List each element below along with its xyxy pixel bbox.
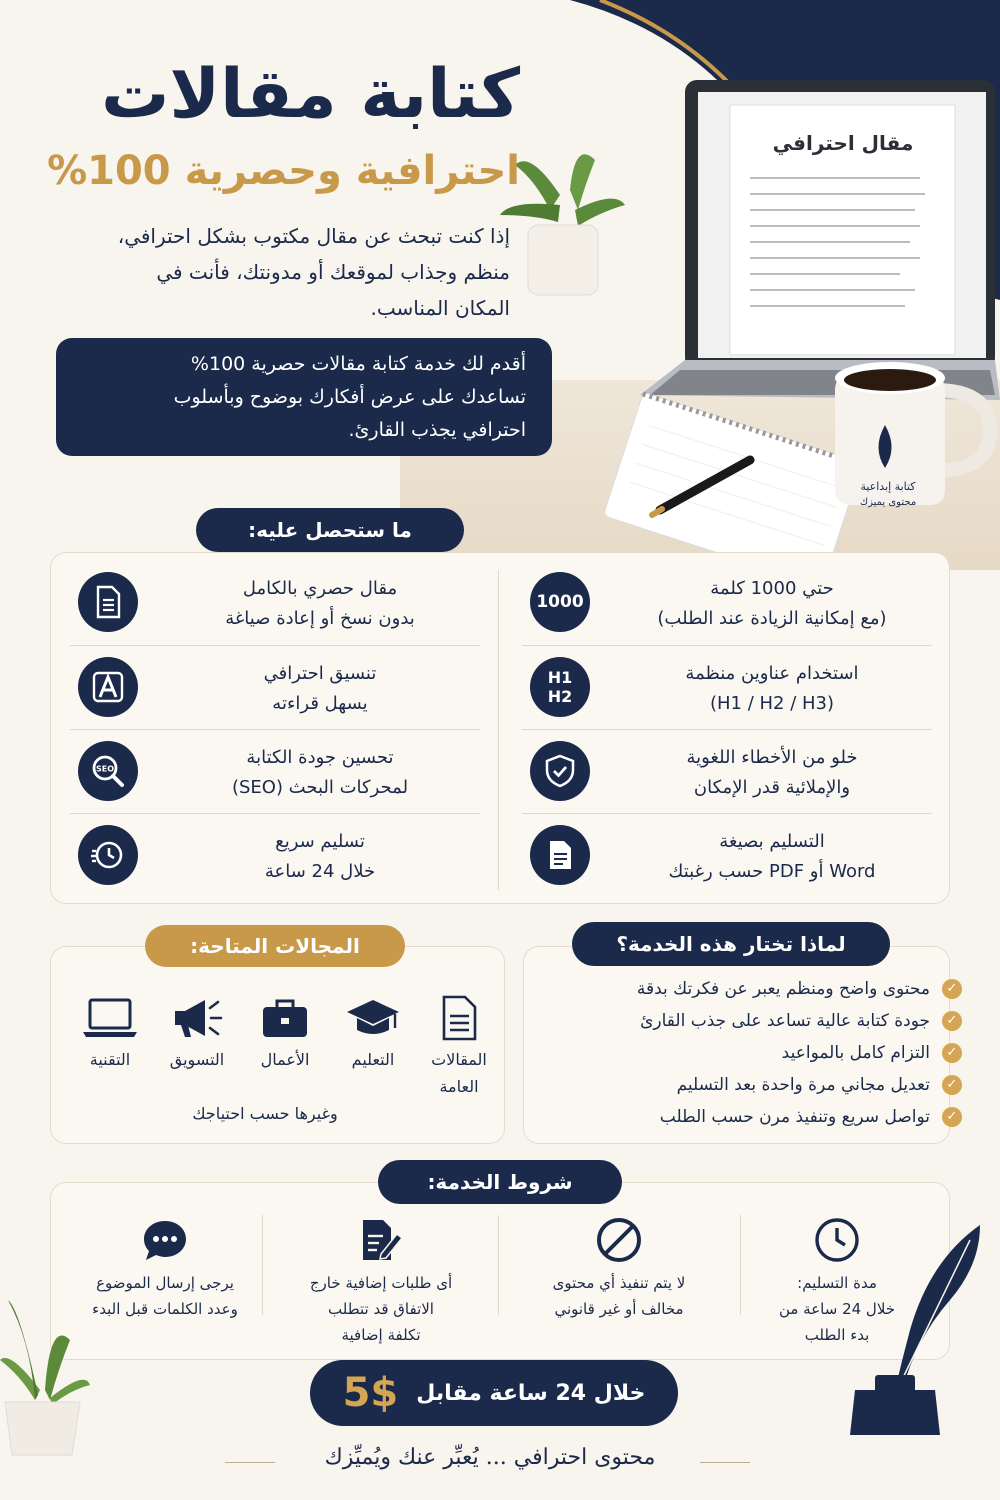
field-general-articles: [419, 990, 499, 1100]
term-line: يرجى إرسال الموضوع: [96, 1274, 234, 1292]
term-text: [60, 1270, 270, 1322]
term-line: وعدد الكلمات قبل البدء: [92, 1300, 238, 1318]
check-icon: ✓: [942, 1075, 962, 1095]
seo-search-icon: [78, 741, 138, 801]
feature-detail: Word أو PDF حسب رغبتك: [668, 861, 876, 882]
feature-formatting: [70, 645, 480, 729]
terms-heading: شروط الخدمة:: [378, 1160, 622, 1204]
offer-line: احترافي يجذب القارئ.: [348, 419, 526, 441]
feature-title: التسليم بصيغة: [719, 831, 825, 852]
term-text: [276, 1270, 486, 1348]
offer-line: تساعدك على عرض أفكارك بوضوح وبأسلوب: [173, 386, 526, 408]
term-line: تكلفة إضافية: [341, 1326, 421, 1344]
intro-line: إذا كنت تبحث عن مقال مكتوب بشكل احترافي،: [117, 224, 510, 248]
why-item-text: محتوى واضح ومنظم يعبر عن فكرتك بدقة: [636, 979, 930, 999]
field-label: التقنية: [89, 1050, 131, 1069]
shield-check-icon: [530, 741, 590, 801]
quill-decoration: [840, 1220, 990, 1440]
intro-paragraph: [60, 218, 510, 326]
feature-title: مقال حصري بالكامل: [242, 578, 398, 599]
why-item: [640, 1005, 958, 1037]
why-item: [659, 1101, 958, 1133]
why-item-text: جودة كتابة عالية تساعد على جذب القارئ: [640, 1011, 930, 1031]
document-icon: [78, 572, 138, 632]
term-line: مخالف أو غير قانوني: [554, 1300, 684, 1318]
price-amount: 5$: [342, 1370, 399, 1416]
text-format-icon: [78, 657, 138, 717]
field-technology: [70, 990, 150, 1073]
svg-text:SEO: SEO: [95, 764, 115, 774]
offer-line: أقدم لك خدمة كتابة مقالات حصرية 100%: [190, 353, 526, 375]
fields-footer: وغيرها حسب احتياجك: [192, 1104, 338, 1123]
term-line: خلال 24 ساعة من: [778, 1300, 896, 1318]
feature-exclusive: [70, 560, 480, 644]
prohibited-icon: [514, 1210, 724, 1270]
feature-title: تسليم سريع: [275, 831, 365, 852]
features-heading: ما ستحصل عليه:: [196, 508, 464, 552]
feature-detail: يسهل قراءته: [272, 693, 368, 714]
term-legal: [514, 1210, 724, 1322]
check-icon: ✓: [942, 1107, 962, 1127]
check-icon: ✓: [942, 1043, 962, 1063]
feature-detail: والإملائية قدر الإمكان: [693, 777, 851, 798]
features-divider: [498, 570, 499, 890]
why-heading: لماذا تختار هذه الخدمة؟: [572, 922, 890, 966]
edit-document-icon: [276, 1210, 486, 1270]
mug-text-line2: محتوى يميزك: [859, 497, 917, 508]
term-line: أى طلبات إضافية خارج: [309, 1274, 453, 1292]
term-line: الاتفاق قد تتطلب: [328, 1300, 434, 1318]
headings-badge: H1 H2: [530, 657, 590, 717]
term-send-topic: [60, 1210, 270, 1322]
field-label: التعليم: [351, 1050, 395, 1069]
feature-fast-delivery: [70, 813, 480, 897]
intro-line: المكان المناسب.: [370, 296, 510, 320]
feature-detail: بدون نسخ أو إعادة صياغة: [225, 608, 415, 629]
term-extra-requests: [276, 1210, 486, 1348]
field-business: [245, 990, 325, 1073]
briefcase-icon: [245, 990, 325, 1046]
plant-decoration: [0, 1290, 90, 1460]
term-text: [514, 1270, 724, 1322]
price-banner: [310, 1360, 678, 1426]
feature-headings: [522, 645, 932, 729]
term-line: مدة التسليم:: [797, 1274, 877, 1292]
laptop-illustration: [640, 80, 1000, 400]
term-line: لا يتم تنفيذ أي محتوى: [552, 1274, 686, 1292]
field-label: الأعمال: [260, 1050, 310, 1069]
field-marketing: [157, 990, 237, 1073]
check-icon: ✓: [942, 979, 962, 999]
why-item: [636, 973, 958, 1005]
feature-title: تنسيق احترافي: [263, 663, 377, 684]
megaphone-icon: [157, 990, 237, 1046]
feature-word-count: [522, 560, 932, 644]
feature-seo: [70, 729, 480, 813]
laptop-icon: [70, 990, 150, 1046]
graduation-cap-icon: [333, 990, 413, 1046]
page-subtitle: احترافية وحصرية 100%: [47, 148, 520, 194]
feature-title: تحسين جودة الكتابة: [246, 747, 394, 768]
intro-line: منظم وجذاب لموقعك أو مدونتك، فأنت في: [156, 260, 510, 284]
term-line: بدء الطلب: [804, 1326, 870, 1344]
feature-format: [522, 813, 932, 897]
term-divider: [498, 1215, 499, 1315]
feature-title: استخدام عناوين منظمة: [685, 663, 859, 684]
feature-detail: (H1 / H2 / H3): [709, 693, 835, 714]
check-icon: ✓: [942, 1011, 962, 1031]
why-item: [676, 1069, 958, 1101]
feature-title: خلو من الأخطاء اللغوية: [686, 747, 858, 768]
feature-detail: (مع إمكانية الزيادة عند الطلب): [657, 608, 887, 629]
word-count-badge: 1000: [530, 572, 590, 632]
feature-title: حتي 1000 كلمة: [710, 578, 834, 599]
why-item-text: تواصل سريع وتنفيذ مرن حسب الطلب: [659, 1107, 930, 1127]
why-item: [781, 1037, 958, 1069]
why-item-text: تعديل مجاني مرة واحدة بعد التسليم: [676, 1075, 930, 1095]
field-label: التسويق: [169, 1050, 225, 1069]
price-text: خلال 24 ساعة مقابل: [416, 1380, 646, 1406]
offer-box: [56, 338, 552, 456]
field-education: [333, 990, 413, 1073]
feature-detail: خلال 24 ساعة: [264, 861, 376, 882]
field-label: المقالات العامة: [431, 1050, 487, 1096]
article-icon: [419, 990, 499, 1046]
tagline: محتوى احترافي ... يُعبِّر عنك ويُميِّزك: [324, 1445, 656, 1470]
page-title: كتابة مقالات: [101, 55, 520, 134]
tagline-line-left: [225, 1462, 275, 1463]
mug-text-line1: كتابة إبداعية: [860, 480, 916, 493]
chat-icon: [60, 1210, 270, 1270]
why-item-text: التزام كامل بالمواعيد: [781, 1043, 930, 1063]
fields-heading: المجالات المتاحة:: [145, 925, 405, 967]
file-icon: [530, 825, 590, 885]
feature-detail: لمحركات البحث (SEO): [231, 777, 409, 798]
feature-no-errors: [522, 729, 932, 813]
laptop-screen-title: مقال احترافي: [772, 131, 914, 155]
clock-fast-icon: [78, 825, 138, 885]
